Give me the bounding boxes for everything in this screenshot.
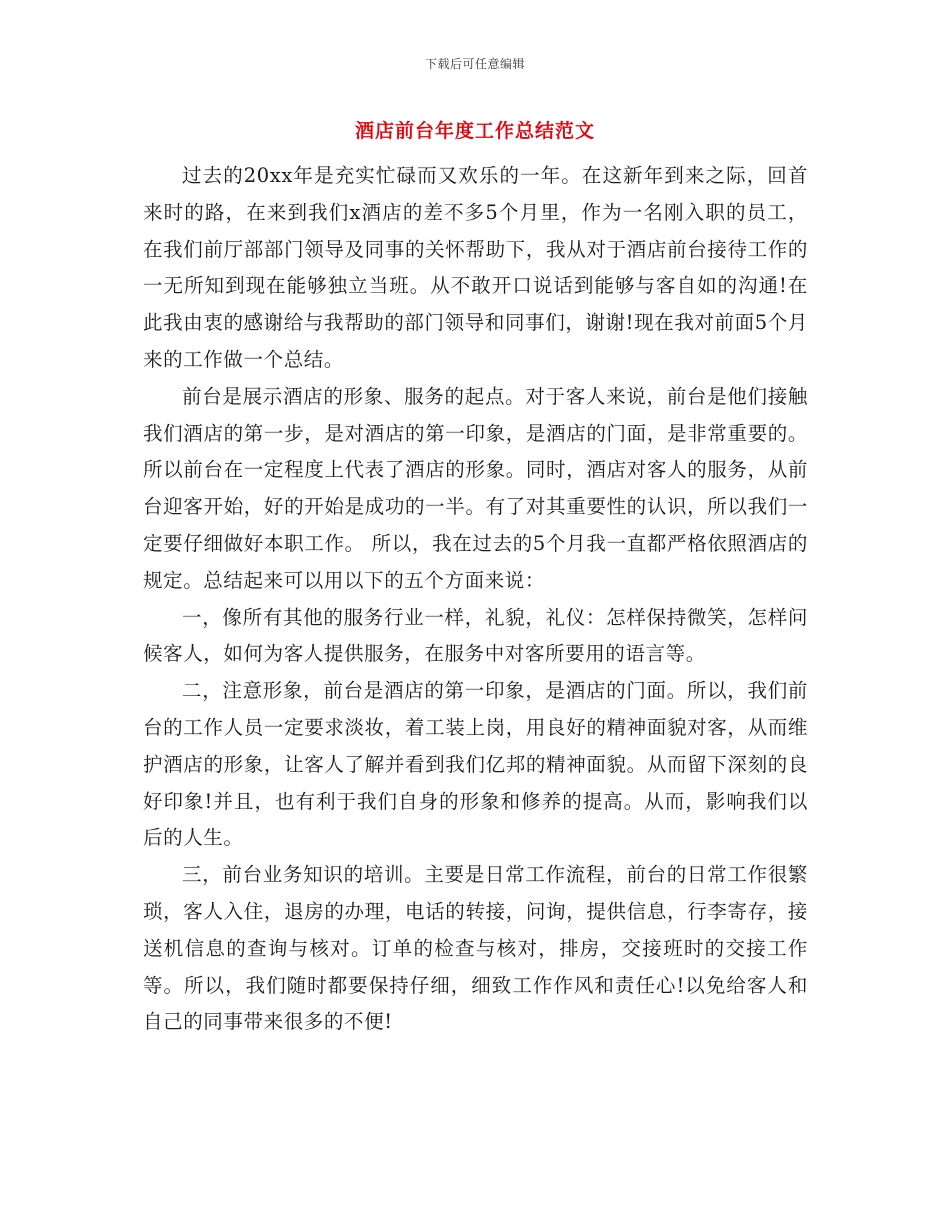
paragraph-front-desk-role: 前台是展示酒店的形象、服务的起点。对于客人来说，前台是他们接触我们酒店的第一步，是对酒店的第一印象，是酒店的门面，是非常重要的。所以前台在一定程度上代表了酒店的形象。同时，酒店对客人的服务，从前台迎客开始，好的开始是成功的一半。有了对其重要性的认识，所以我们一定要仔细做好本职工作。 所以，我在过去的5个月我一直都严格依照酒店的规定。总结起来可以用以下的五个方面来说： [143,384,808,592]
paragraph-point-one: 一，像所有其他的服务行业一样，礼貌，礼仪：怎样保持微笑，怎样问候客人，如何为客人提供服务，在服务中对客所要用的语言等。 [143,605,808,666]
paragraph-point-three: 三，前台业务知识的培训。主要是日常工作流程，前台的日常工作很繁琐，客人入住，退房的办理，电话的转接，问询，提供信息，行李寄存，接送机信息的查询与核对。订单的检查与核对，排房，交接班时的交接工作等。所以，我们随时都要保持仔细，细致工作作风和责任心!以免给客人和自己的同事带来很多的不便! [143,863,808,1034]
document-body [143,158,808,1041]
header-note: 下载后可任意编辑 [424,57,525,71]
document-title: 酒店前台年度工作总结范文 [354,120,595,142]
paragraph-intro: 过去的20xx年是充实忙碌而又欢乐的一年。在这新年到来之际，回首来时的路，在来到我们x酒店的差不多5个月里，作为一名刚入职的员工，在我们前厅部部门领导及同事的关怀帮助下，我从对于酒店前台接待工作的一无所知到现在能够独立当班。从不敢开口说话到能够与客自如的沟通!在此我由衷的感谢给与我帮助的部门领导和同事们，谢谢!现在我对前面5个月来的工作做一个总结。 [143,164,808,371]
paragraph-point-two: 二，注意形象，前台是酒店的第一印象，是酒店的门面。所以，我们前台的工作人员一定要求淡妆，着工装上岗，用良好的精神面貌对客，从而维护酒店的形象，让客人了解并看到我们亿邦的精神面貌。从而留下深刻的良好印象!并且，也有利于我们自身的形象和修养的提高。从而，影响我们以后的人生。 [143,679,808,850]
